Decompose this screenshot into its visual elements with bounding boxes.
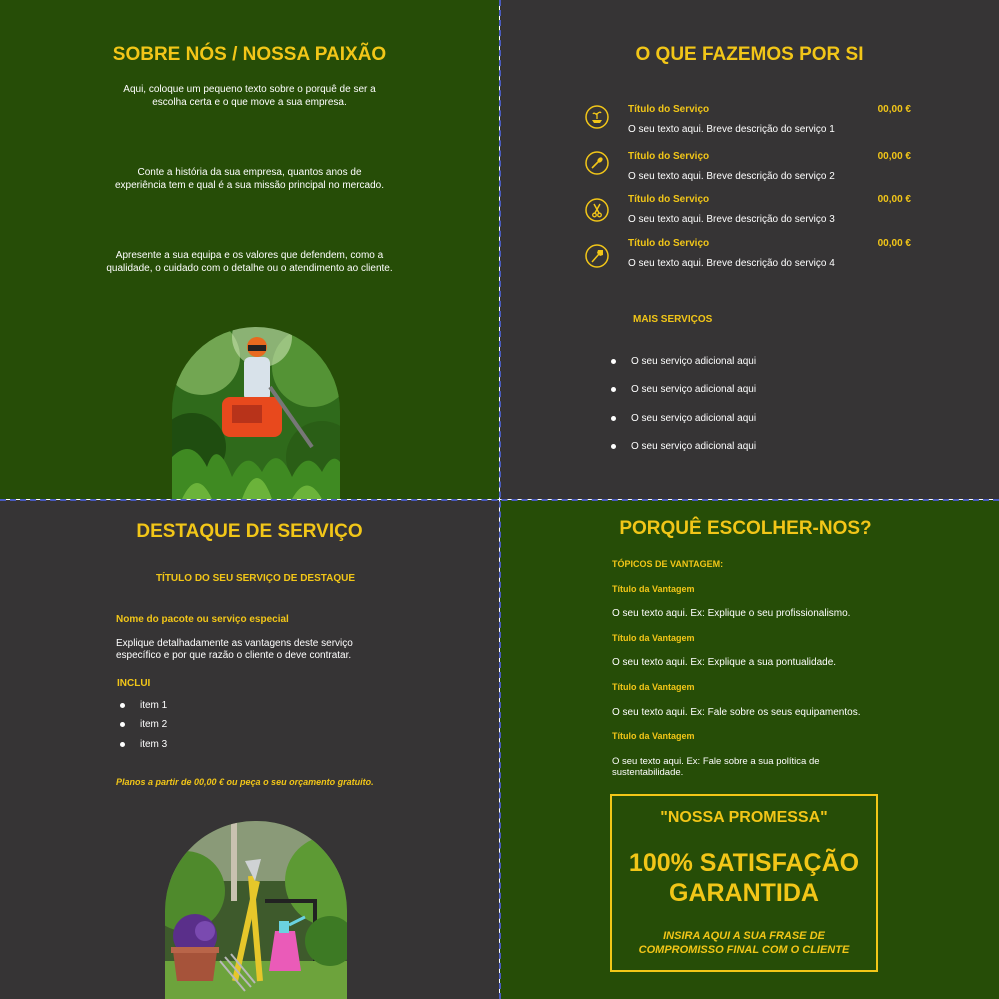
service-price: 00,00 € [877,104,911,115]
service-description: O seu texto aqui. Breve descrição do serviço 3 [628,214,835,225]
gardener-photo [172,327,340,499]
bullet-icon [611,387,616,392]
advantage-title: Título da Vantagem [612,731,695,741]
list-item: item 3 [140,739,168,750]
horizontal-divider [0,499,999,501]
advantage-text: O seu texto aqui. Ex: Explique o seu profissionalismo. [612,608,851,619]
service-title: Título do Serviço [628,238,710,249]
list-item: O seu serviço adicional aqui [631,413,757,424]
package-description: Explique detalhadamente as vantagens deste serviço específico e por que razão o cliente o deve contratar. [116,638,353,661]
bullet-icon [120,703,125,708]
service-description: O seu texto aqui. Breve descrição do serviço 1 [628,124,835,135]
advantage-text: O seu texto aqui. Ex: Fale sobre a sua política de sustentabilidade. [612,756,820,778]
bullet-icon [611,416,616,421]
service-price: 00,00 € [877,194,911,205]
advantage-title: Título da Vantagem [612,682,695,692]
bullet-icon [611,444,616,449]
highlight-panel [0,500,499,999]
package-name: Nome do pacote ou serviço especial [116,614,289,625]
advantage-text: O seu texto aqui. Ex: Fale sobre os seus equipamentos. [612,707,861,718]
about-paragraph-2: Conte a história da sua empresa, quantos anos de experiência tem e qual é a sua missão principal no mercado. [114,167,385,191]
shovel-icon [585,151,609,175]
about-paragraph-3: Apresente a sua equipa e os valores que defendem, como a qualidade, o cuidado com o detalhe ou o atendimento ao cliente. [106,250,393,274]
services-title: O QUE FAZEMOS POR SI [635,44,864,65]
bullet-icon [120,722,125,727]
promise-big-text: 100% SATISFAÇÃO GARANTIDA [628,849,860,907]
promise-tagline: INSIRA AQUI A SUA FRASE DE COMPROMISSO FINAL COM O CLIENTE [638,930,850,956]
highlight-title: DESTAQUE DE SERVIÇO [136,521,363,542]
bullet-icon [611,359,616,364]
topics-label: TÓPICOS DE VANTAGEM: [612,559,724,569]
advantage-title: Título da Vantagem [612,633,695,643]
list-item: O seu serviço adicional aqui [631,441,757,452]
why-panel [500,500,999,999]
promise-heading: "NOSSA PROMESSA" [660,809,828,826]
service-description: O seu texto aqui. Breve descrição do serviço 4 [628,258,835,269]
list-item: O seu serviço adicional aqui [631,384,757,395]
advantage-title: Título da Vantagem [612,584,695,594]
list-item: item 2 [140,719,168,730]
bullet-icon [120,742,125,747]
service-title: Título do Serviço [628,194,710,205]
services-panel [500,0,999,499]
shears-icon [585,198,609,222]
service-title: Título do Serviço [628,151,710,162]
seedling-hand-icon [585,105,609,129]
spade-icon [585,244,609,268]
more-services-title: MAIS SERVIÇOS [633,314,713,325]
highlight-cta: Planos a partir de 00,00 € ou peça o seu orçamento gratuito. [116,777,374,787]
includes-label: INCLUI [117,678,151,689]
service-title: Título do Serviço [628,104,710,115]
service-price: 00,00 € [877,238,911,249]
promise-box [610,794,878,972]
advantage-text: O seu texto aqui. Ex: Explique a sua pontualidade. [612,657,837,668]
list-item: item 1 [140,700,168,711]
garden-tools-photo [165,821,347,999]
service-price: 00,00 € [877,151,911,162]
about-panel [0,0,499,499]
why-title: PORQUÊ ESCOLHER-NOS? [619,518,872,539]
service-description: O seu texto aqui. Breve descrição do serviço 2 [628,171,835,182]
about-title: SOBRE NÓS / NOSSA PAIXÃO [112,44,387,65]
list-item: O seu serviço adicional aqui [631,356,757,367]
highlight-subtitle: TÍTULO DO SEU SERVIÇO DE DESTAQUE [155,573,356,584]
about-paragraph-1: Aqui, coloque um pequeno texto sobre o porquê de ser a escolha certa e o que move a sua empresa. [123,84,376,108]
